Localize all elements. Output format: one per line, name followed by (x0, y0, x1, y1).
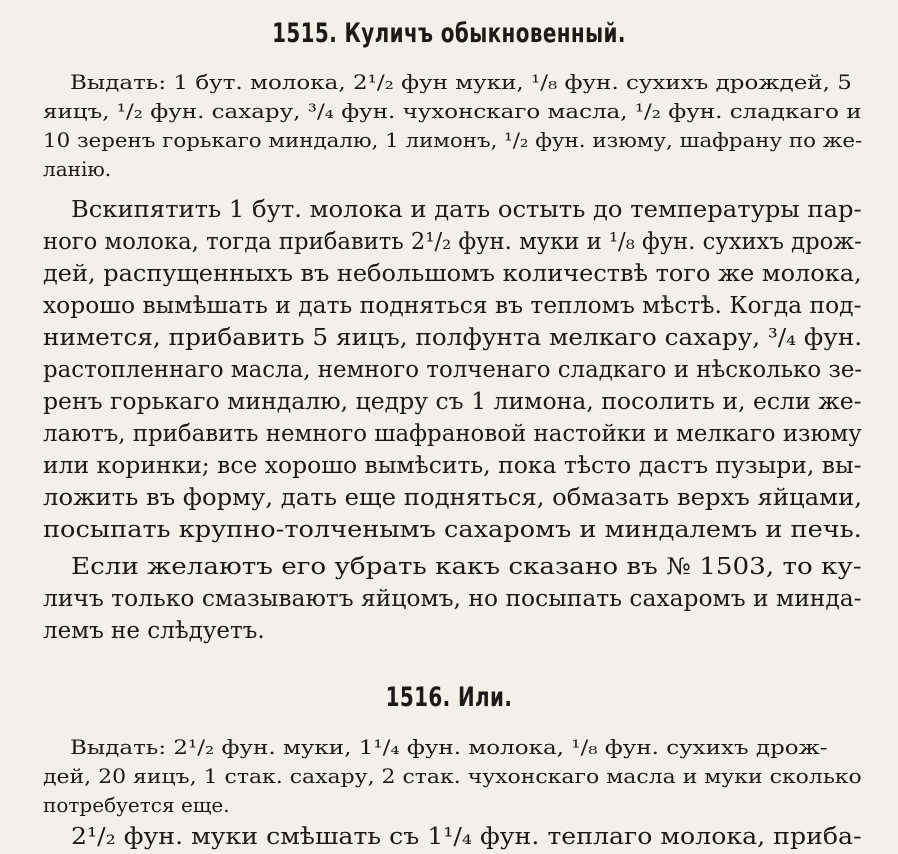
ingredients-line: Выдать: 1 бут. молока, 2¹/₂ фун муки, ¹/₈ фун. сухихъ дрождей, 5 (70, 70, 852, 94)
paragraph-line: хорошо вымѣшать и дать подняться въ тепломъ мѣстѣ. Когда под- (43, 293, 862, 319)
paragraph-line: Если желаютъ его убрать какъ сказано въ № 1503, то ку- (71, 554, 862, 580)
ingredients-line: яицъ, ¹/₂ фун. сахару, ³/₄ фун. чухонскаго масла, ¹/₂ фун. сладкаго и (43, 99, 862, 123)
ingredients-line: 10 зеренъ горькаго миндалю, 1 лимонъ, ¹/₂ фун. изюму, шафрану по же- (43, 128, 863, 152)
paragraph-line: Вскипятить 1 бут. молока и дать остыть до температуры пар- (71, 197, 862, 223)
paragraph-line: растопленнаго масла, немного толченаго сладкаго и нѣсколько зе- (43, 357, 863, 383)
paragraph-line: посыпать крупно-толченымъ сахаромъ и миндалемъ и печь. (43, 517, 862, 543)
paragraph-line: личъ только смазываютъ яйцомъ, но посыпать сахаромъ и минда- (43, 586, 862, 612)
ingredients-line: Выдать: 2¹/₂ фун. муки, 1¹/₄ фун. молока, ¹/₈ фун. сухихъ дрож- (70, 735, 828, 759)
paragraph-line: ренъ горькаго миндалю, цедру съ 1 лимона, посолить и, если же- (43, 389, 862, 415)
ingredients-line: дей, 20 яицъ, 1 стак. сахару, 2 стак. чухонскаго масла и муки сколько (43, 764, 862, 788)
ingredients-line: ланію. (43, 157, 112, 181)
ingredients-line: потребуется еще. (43, 793, 230, 817)
paragraph-line: ложить въ форму, дать еще подняться, обмазать верхъ яйцами, (43, 485, 863, 511)
recipe-title: 1516. Или. (385, 682, 513, 713)
paragraph-line: лемъ не слѣдуетъ. (43, 618, 265, 644)
paragraph-line: дей, распущенныхъ въ небольшомъ количествѣ того же молока, (43, 261, 862, 287)
paragraph-line: ного молока, тогда прибавить 2¹/₂ фун. муки и ¹/₈ фун. сухихъ дрож- (43, 229, 862, 255)
paragraph-line: нимется, прибавить 5 яицъ, полфунта мелкаго сахару, ³/₄ фун. (43, 325, 863, 351)
recipe-title: 1515. Куличъ обыкновенный. (272, 18, 626, 49)
paragraph-line: или коринки; все хорошо вымѣсить, пока тѣсто дастъ пузыри, вы- (43, 453, 862, 479)
paragraph-line: лаютъ, прибавить немного шафрановой настойки и мелкаго изюму (43, 421, 862, 447)
paragraph-line: 2¹/₂ фун. муки смѣшать съ 1¹/₄ фун. теплаго молока, приба- (71, 824, 862, 850)
